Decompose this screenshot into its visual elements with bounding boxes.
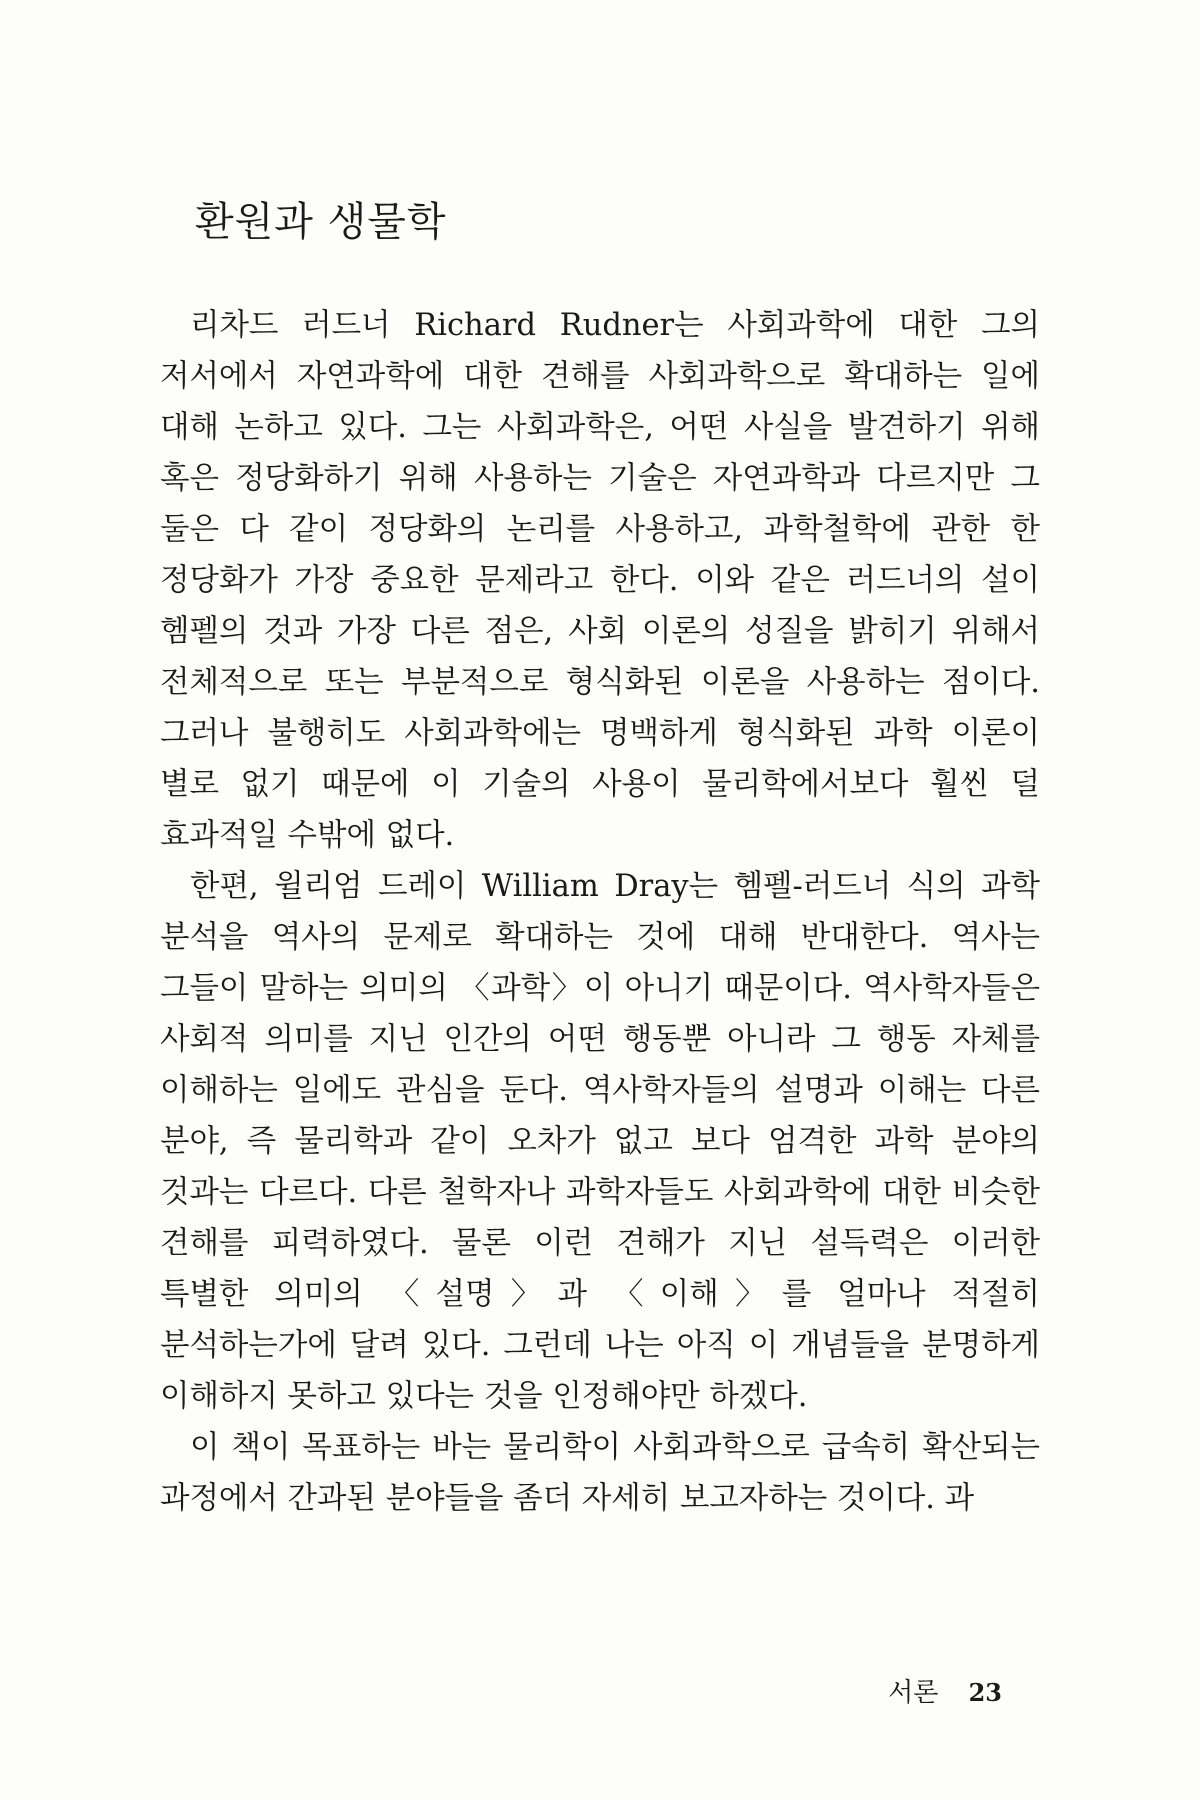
paragraph-dray: 한편, 윌리엄 드레이 William Dray는 헴펠-러드너 식의 과학 분석을 역사의 문제로 확대하는 것에 대해 반대한다. 역사는 그들이 말하는 의미의 〈과학〉이 아니기 때문이다. 역사학자들은 사회적 의미를 지닌 인간의 어떤 행동뿐 아니라 그 행동 자체를 이해하는 일에도 관심을 둔다. 역사학자들의 설명과 이해는 다른 분야, 즉 물리학과 같이 오차가 없고 보다 엄격한 과학 분야의 것과는 다르다. 다른 철학자나 과학자들도 사회과학에 대한 비슷한 견해를 피력하였다. 물론 이런 견해가 지닌 설득력은 이러한 특별한 의미의 〈설명〉과 〈이해〉를 얼마나 적절히 분석하는가에 달려 있다. 그런데 나는 아직 이 개념들을 분명하게 이해하지 못하고 있다는 것을 인정해야만 하겠다. bbox=[160, 869, 1040, 1414]
body-text bbox=[160, 300, 1040, 1524]
running-footer-chapter: 서론 bbox=[888, 1678, 939, 1708]
paragraph-book-goal: 이 책이 목표하는 바는 물리학이 사회과학으로 급속히 확산되는 과정에서 간과된 분야들을 좀더 자세히 보고자하는 것이다. 과 bbox=[160, 1430, 1040, 1516]
paragraph-rudner: 리차드 러드너 Richard Rudner는 사회과학에 대한 그의 저서에서 자연과학에 대한 견해를 사회과학으로 확대하는 일에 대해 논하고 있다. 그는 사회과학은, 어떤 사실을 발견하기 위해 혹은 정당화하기 위해 사용하는 기술은 자연과학과 다르지만 그 둘은 다 같이 정당화의 논리를 사용하고, 과학철학에 관한 한 정당화가 가장 중요한 문제라고 한다. 이와 같은 러드너의 설이 헴펠의 것과 가장 다른 점은, 사회 이론의 성질을 밝히기 위해서 전체적으로 또는 부분적으로 형식화된 이론을 사용하는 점이다. 그러나 불행히도 사회과학에는 명백하게 형식화된 과학 이론이 별로 없기 때문에 이 기술의 사용이 물리학에서보다 훨씬 덜 효과적일 수밖에 없다. bbox=[160, 308, 1040, 853]
section-title: 환원과 생물학 bbox=[195, 199, 447, 245]
page-number: 23 bbox=[968, 1678, 1002, 1707]
page-footer bbox=[888, 1672, 1002, 1709]
